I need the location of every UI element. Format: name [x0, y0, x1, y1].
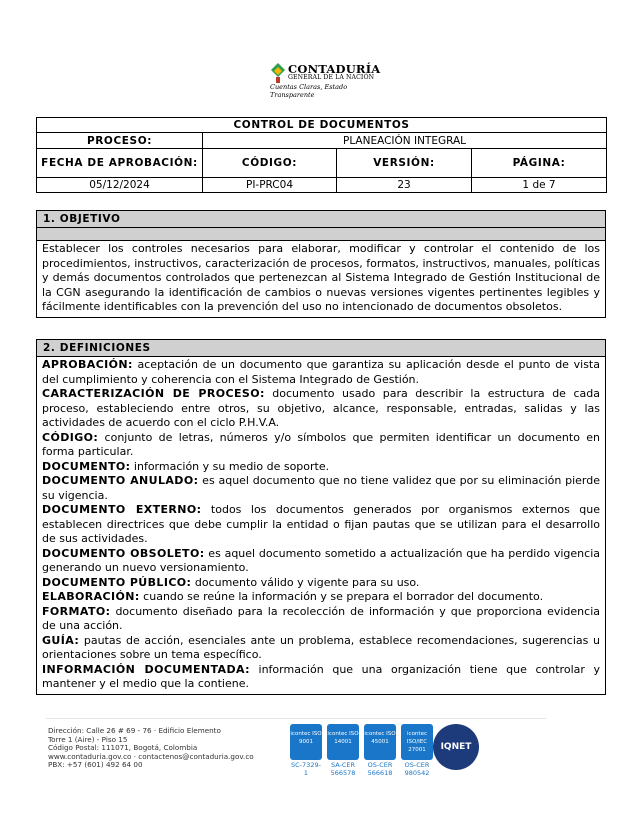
cgn-emblem-icon	[270, 62, 286, 84]
definition-item	[42, 503, 600, 547]
definition-term: DOCUMENTO PÚBLICO:	[42, 575, 192, 589]
definition-term: ELABORACIÓN:	[42, 590, 140, 603]
icontec-icon: icontec ISO/IEC 27001	[401, 724, 433, 760]
definition-text: cuando se reúne la información y se prepara el borrador del documento.	[139, 590, 544, 603]
cert-badge	[364, 724, 396, 777]
codigo-value: PI-PRC04	[203, 178, 337, 193]
definition-item	[42, 358, 600, 387]
logo-tagline: Cuentas Claras, Estado Transparente	[270, 83, 348, 99]
objetivo-spacer	[37, 228, 605, 241]
cert-code: SC-7329-1	[291, 761, 321, 777]
definition-item	[42, 474, 600, 503]
pagina-value: 1 de 7	[472, 178, 607, 193]
objetivo-section	[36, 210, 606, 318]
definition-text: pautas de acción, esenciales ante un problema, establece recomendaciones, sugerencias u orientaciones sobre un tema específico.	[42, 633, 600, 661]
proceso-value: PLANEACIÓN INTEGRAL	[203, 133, 607, 149]
footer-line: Código Postal: 111071, Bogotá, Colombia	[48, 743, 198, 753]
definition-text: documento usado para describir la estructura de cada proceso, estableciendo entre otros, su objetivo, alcance, responsable, entradas, salidas y las actividades de acuerdo con el ciclo P.H.V.A.	[42, 387, 600, 429]
iqnet-icon: IQNET	[433, 724, 479, 770]
version-label: VERSIÓN:	[337, 149, 472, 178]
logo-subname: GENERAL DE LA NACIÓN	[288, 74, 375, 81]
control-table	[36, 117, 607, 193]
footer-divider	[46, 718, 546, 719]
cert-badge	[290, 724, 322, 777]
footer-line: PBX: +57 (601) 492 64 00	[48, 760, 143, 770]
fecha-value: 05/12/2024	[37, 178, 203, 193]
cert-code: SA-CER 566578	[330, 761, 356, 777]
icontec-icon: icontec ISO 45001	[364, 724, 396, 760]
proceso-label: PROCESO:	[37, 133, 203, 149]
version-value: 23	[337, 178, 472, 193]
footer-line[interactable]: www.contaduria.gov.co · contactenos@contaduria.gov.co	[48, 751, 254, 761]
definition-term: DOCUMENTO EXTERNO:	[42, 503, 202, 516]
definition-term: GUÍA:	[42, 633, 80, 647]
definition-item	[42, 547, 600, 576]
definition-text: es aquel documento sometido a actualización que ha perdido vigencia generando un nuevo versionamiento.	[42, 546, 600, 574]
definition-term: APROBACIÓN:	[42, 358, 133, 371]
definiciones-list	[37, 357, 605, 694]
definition-item	[42, 605, 600, 634]
fecha-label: FECHA DE APROBACIÓN:	[37, 149, 203, 178]
definition-item	[42, 590, 600, 605]
definition-text: conjunto de letras, números y/o símbolos que permiten identificar un documento en forma particular.	[42, 430, 600, 458]
footer-address	[48, 727, 254, 770]
definition-term: INFORMACIÓN DOCUMENTADA:	[42, 662, 250, 676]
definition-item	[42, 663, 600, 692]
pagina-label: PÁGINA:	[472, 149, 607, 178]
definition-term: CÓDIGO:	[42, 430, 99, 444]
cert-code: OS-CER 980542	[404, 761, 430, 777]
definiciones-heading: 2. DEFINICIONES	[37, 340, 605, 357]
definition-item	[42, 431, 600, 460]
definition-item	[42, 634, 600, 663]
definition-term: DOCUMENTO ANULADO:	[42, 474, 199, 487]
objetivo-heading: 1. OBJETIVO	[37, 211, 605, 228]
definiciones-section	[36, 339, 606, 695]
cgn-logo	[268, 60, 381, 99]
definition-item	[42, 460, 600, 475]
definition-text: aceptación de un documento que garantiza su aplicación desde el punto de vista del cumplimiento y coherencia con el Sistema Integrado de Gestión.	[42, 358, 600, 386]
icontec-icon: icontec ISO 14001	[327, 724, 359, 760]
definition-text: documento diseñado para la recolección de información y que proporciona evidencia de una acción.	[42, 604, 600, 632]
definition-term: DOCUMENTO OBSOLETO:	[42, 546, 205, 560]
definition-text: es aquel documento que no tiene validez que por su eliminación pierde su vigencia.	[42, 474, 601, 502]
footer-line: Torre 1 (Aire) - Piso 15	[48, 734, 128, 744]
logo-name: CONTADURÍA	[288, 62, 381, 76]
cert-badge	[327, 724, 359, 777]
definition-text: todos los documentos generados por organismos externos que establecen directrices que debe cumplir la entidad o fijan pautas que se utilizan para el desarrollo de sus actividades.	[42, 503, 600, 545]
control-title: CONTROL DE DOCUMENTOS	[37, 118, 607, 133]
icontec-icon: icontec ISO 9001	[290, 724, 322, 760]
footer-line: Dirección: Calle 26 # 69 - 76 · Edificio Elemento	[48, 726, 221, 735]
cert-badge	[401, 724, 433, 777]
definition-text: información y su medio de soporte.	[130, 459, 330, 473]
definition-term: DOCUMENTO:	[42, 459, 131, 473]
definition-item	[42, 387, 600, 431]
definition-term: FORMATO:	[42, 604, 111, 618]
definition-item	[42, 576, 600, 591]
definition-term: CARACTERIZACIÓN DE PROCESO:	[42, 387, 265, 400]
definition-text: información que una organización tiene que controlar y mantener y el medio que la contiene.	[42, 662, 600, 690]
codigo-label: CÓDIGO:	[203, 149, 337, 178]
cert-code: OS-CER 566618	[367, 761, 393, 777]
definition-text: documento válido y vigente para su uso.	[191, 575, 420, 589]
objetivo-text: Establecer los controles necesarios para elaborar, modificar y controlar el contenido de los procedimientos, instructivos, caracterización de procesos, formatos, instructivos, manuales, políticas y demás documentos controlados que pertenezcan al Sistema Integrado de Gestión Institucional de la CGN asegurando la identificación de cambios o nuevas versiones vigentes pertinentes legibles y fácilmente identificables con la prevención del uso no intencionado de documentos obsoletos.	[42, 242, 600, 313]
